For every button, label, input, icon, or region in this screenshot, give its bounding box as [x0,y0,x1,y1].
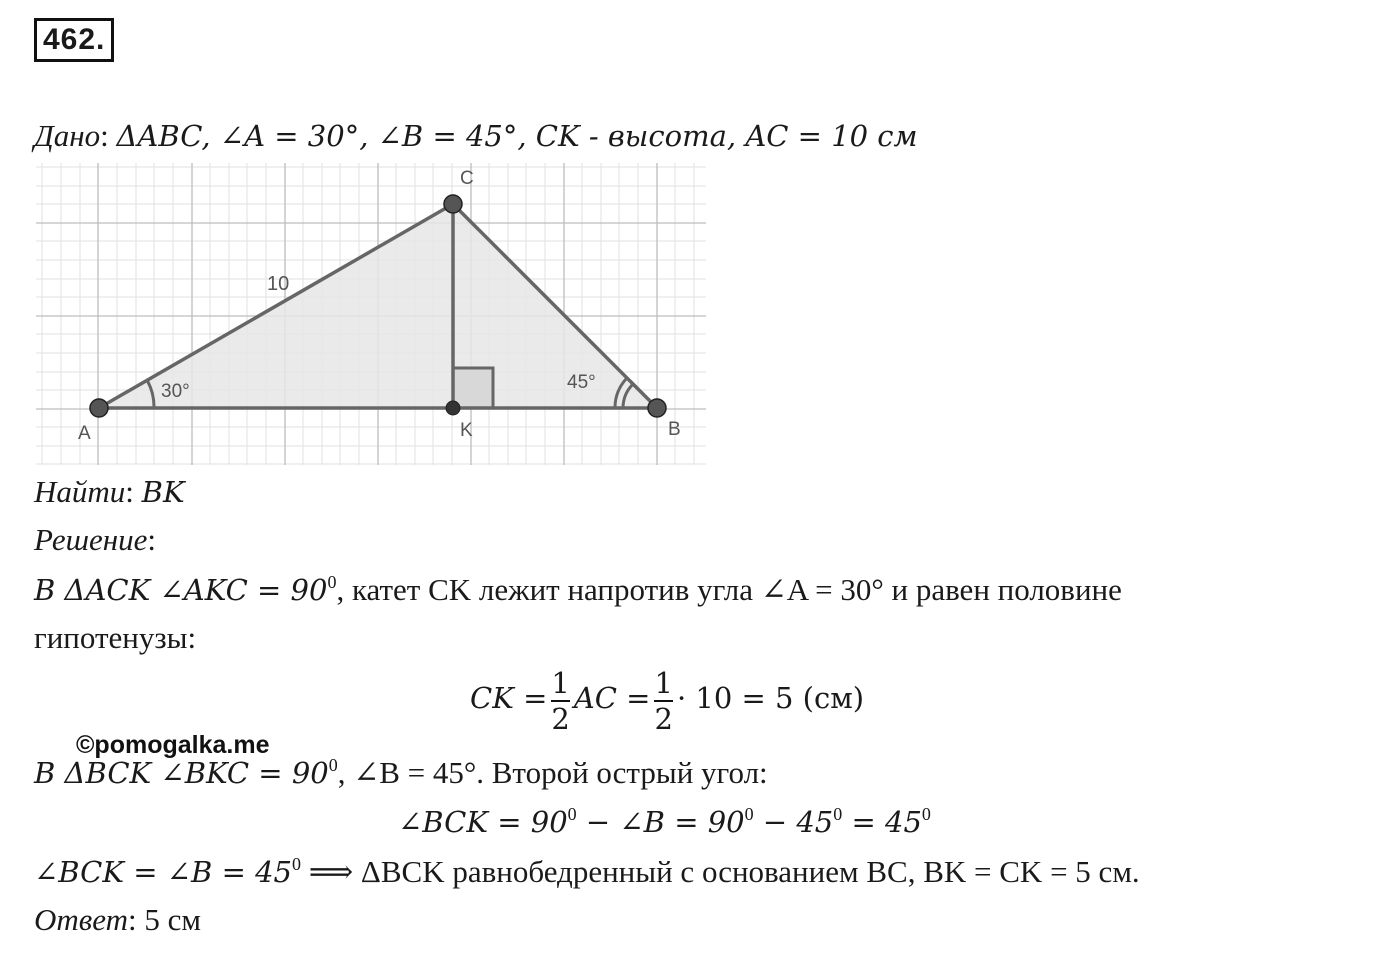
given-label: Дано [34,118,101,153]
answer-text: 5 см [144,902,201,937]
point-b [648,399,666,417]
point-c [444,195,462,213]
fraction-half-2: $\frac{1}{2}$ [654,666,673,736]
answer-line: Ответ: 5 см [34,902,201,937]
point-k [446,401,460,415]
solution-step-3: ∠BCK = ∠B = $45^0$ ⟹ ΔBCK равнобедренный с основанием BC, BK = CK = 5 см. [34,854,1140,889]
eq1-left: CK = [470,681,548,716]
given-text: ΔABC, ∠A = 30°, ∠B = 45°, CK - высота, AC = 10 см [116,119,918,153]
step1-rest: , катет CK лежит напротив угла ∠A = 30° и равен половине [336,572,1122,607]
equation-2: ∠BCK = $90^0$ − ∠B = $90^0 - 45^0 = 45^0$ [398,804,931,839]
answer-label: Ответ [34,902,128,937]
triangle-figure [36,163,706,465]
step1-sup: 0 [327,572,337,592]
step3-b: ⟹ ΔBCK равнобедренный с основанием BC, BK = CK = 5 см. [300,854,1140,889]
solution-step-2 [34,753,768,793]
fraction-half-1: $\frac{1}{2}$ [551,666,570,736]
step3-a: ∠BCK = ∠B = 45 [34,855,292,889]
angle-a-label: 30° [161,381,190,402]
problem-number: 462. [34,18,114,62]
solution-step-1 [34,570,1122,610]
find-line: Найти: BK [34,474,185,509]
point-b-label: B [668,419,681,440]
step2-sup: 0 [328,755,338,775]
angle-b-label: 45° [567,372,596,393]
right-angle-mark [453,368,493,408]
equation-1 [470,666,864,736]
side-ac-label: 10 [267,273,290,295]
solution-heading: Решение: [34,522,156,557]
step1-prefix: В ΔACK ∠AKC = 90 [34,573,328,607]
eq1-mid: AC = [573,681,651,716]
find-label: Найти [34,474,126,509]
point-a [90,399,108,417]
given-line: Дано: ΔABC, ∠A = 30°, ∠B = 45°, CK - высота, AC = 10 см [34,118,918,153]
solution-step-1-cont: гипотенузы: [34,620,197,655]
point-k-label: K [460,420,473,441]
eq1-right: · 10 = 5 (см) [676,681,865,716]
point-c-label: C [460,168,474,189]
point-a-label: A [78,423,91,444]
find-text: BK [141,475,185,509]
step2-rest: , ∠B = 45°. Второй острый угол: [337,755,768,790]
solution-label: Решение [34,522,148,557]
step2-prefix: В ΔBCK ∠BKC = 90 [34,756,329,790]
watermark: ©pomogalka.me [76,731,270,759]
